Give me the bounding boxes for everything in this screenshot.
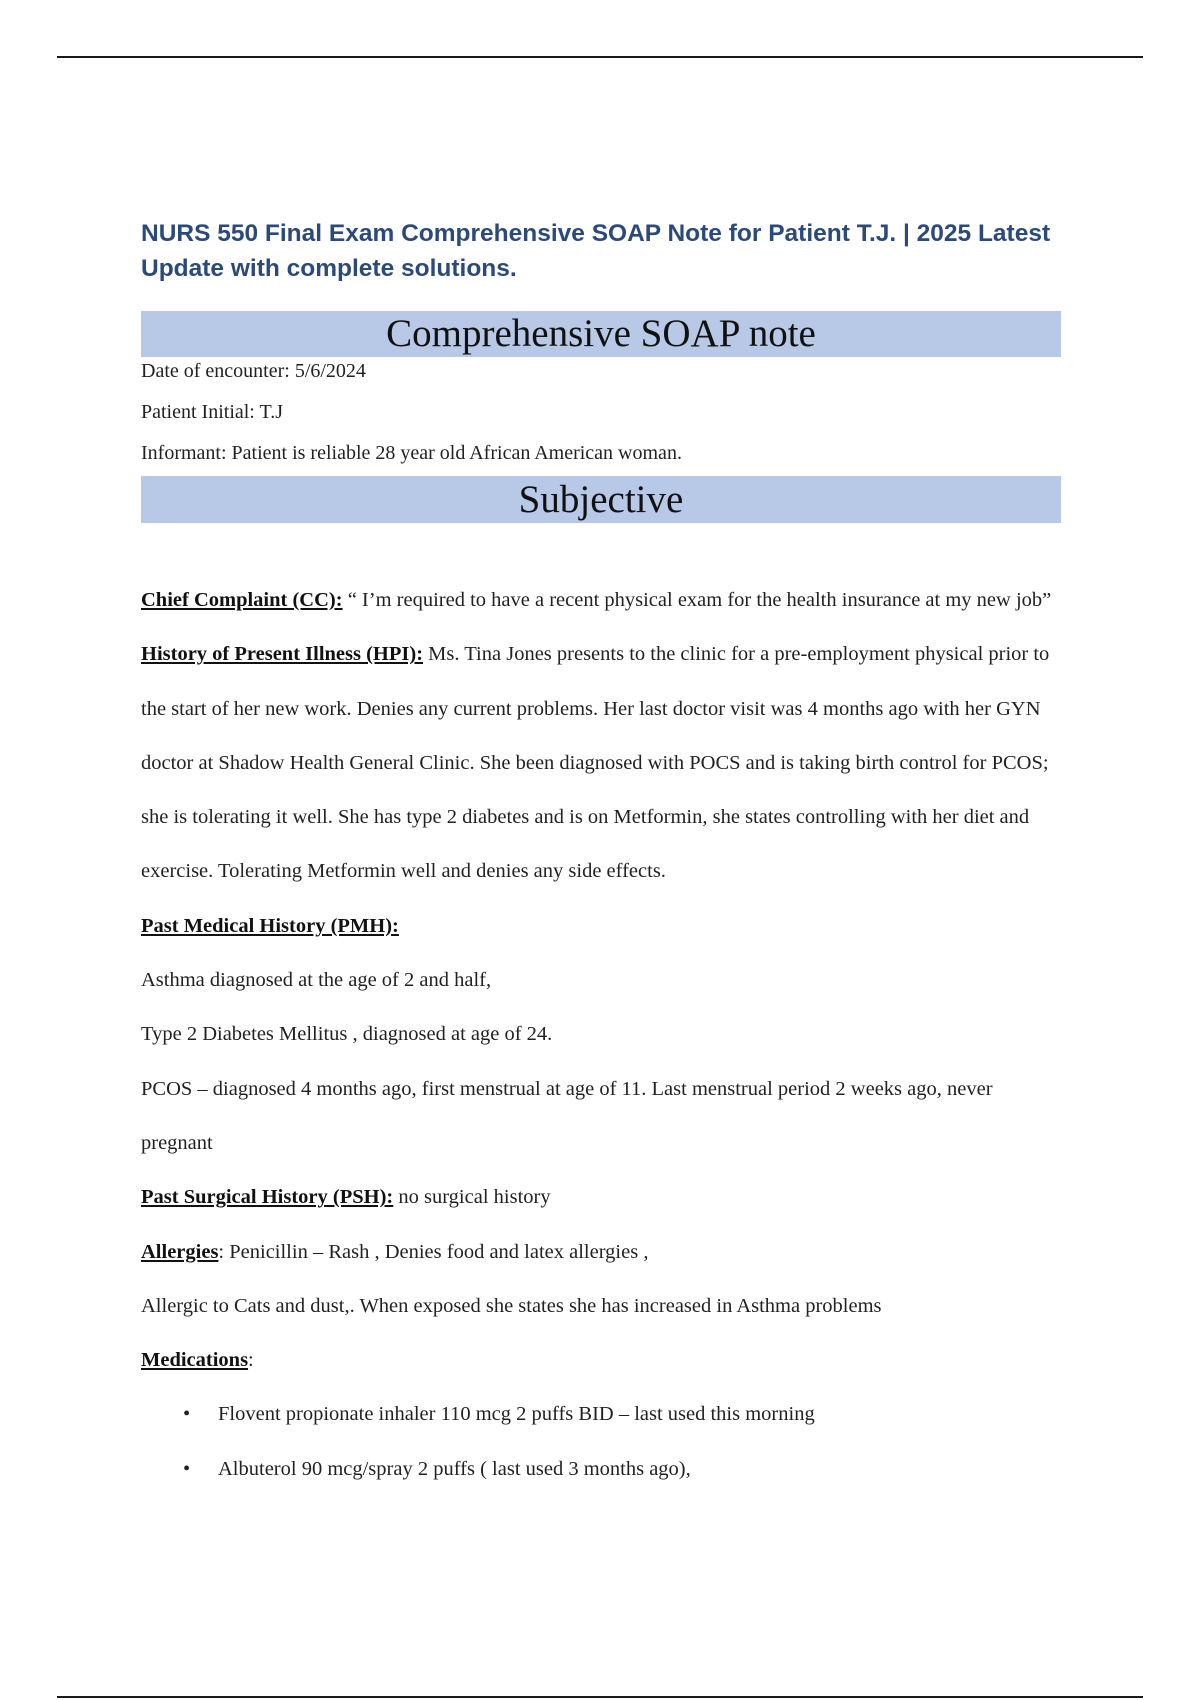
psh-label: Past Surgical History (PSH): [141, 1186, 394, 1209]
soap-note-banner: Comprehensive SOAP note [141, 311, 1061, 357]
bottom-rule [57, 1696, 1143, 1698]
informant: Informant: Patient is reliable 28 year old African American woman. [141, 442, 682, 464]
psh [141, 1170, 1066, 1224]
chief-complaint [141, 573, 1066, 627]
psh-text: no surgical history [393, 1186, 551, 1209]
pmh-item: PCOS – diagnosed 4 months ago, first menstrual at age of 11. Last menstrual period 2 weeks ago, never pregnant [141, 1077, 993, 1154]
medication-item [141, 1387, 1066, 1441]
hpi-text: Ms. Tina Jones presents to the clinic for a pre-employment physical prior to the start of her new work. Denies any current problems. Her last doctor visit was 4 months ago with her GYN doctor at Shadow Health General Clinic. She been diagnosed with POCS and is taking birth control for PCOS; she is tolerating it well. She has type 2 diabetes and is on Metformin, she states controlling with her diet and exercise. Tolerating Metformin well and denies any side effects. [141, 643, 1050, 883]
pmh-item: Asthma diagnosed at the age of 2 and half, [141, 969, 492, 992]
pmh-heading [141, 899, 1066, 953]
hpi-label: History of Present Illness (HPI): [141, 643, 424, 666]
date-of-encounter: Date of encounter: 5/6/2024 [141, 360, 366, 382]
pmh-item: Type 2 Diabetes Mellitus , diagnosed at age of 24. [141, 1023, 553, 1046]
medications-list [141, 1387, 1066, 1496]
medication-item [141, 1442, 1066, 1496]
pmh-label: Past Medical History (PMH): [141, 914, 399, 937]
subjective-banner: Subjective [141, 476, 1061, 523]
subjective-section [141, 573, 1066, 1496]
document-title: NURS 550 Final Exam Comprehensive SOAP Note for Patient T.J. | 2025 Latest Update with complete solutions. [141, 220, 1051, 282]
allergies-extra: Allergic to Cats and dust,. When exposed she states she has increased in Asthma problems [141, 1294, 882, 1317]
allergies-text: : Penicillin – Rash , Denies food and latex allergies , [218, 1240, 649, 1263]
chief-complaint-text: “ I’m required to have a recent physical exam for the health insurance at my new job” [342, 589, 1052, 611]
medications-label: Medications [141, 1349, 249, 1372]
chief-complaint-label: Chief Complaint (CC): [141, 589, 343, 611]
medication-text: Flovent propionate inhaler 110 mcg 2 puffs BID – last used this morning [218, 1403, 815, 1426]
medication-text: Albuterol 90 mcg/spray 2 puffs ( last used 3 months ago), [218, 1457, 691, 1480]
patient-initial: Patient Initial: T.J [141, 401, 284, 423]
allergies-label: Allergies [141, 1240, 219, 1263]
bullet-icon: • [183, 1457, 191, 1480]
hpi [141, 627, 1066, 898]
top-rule [57, 56, 1143, 58]
allergies [141, 1225, 1066, 1279]
bullet-icon: • [183, 1403, 191, 1426]
medications-suffix: : [248, 1349, 254, 1372]
medications-heading [141, 1333, 1066, 1387]
